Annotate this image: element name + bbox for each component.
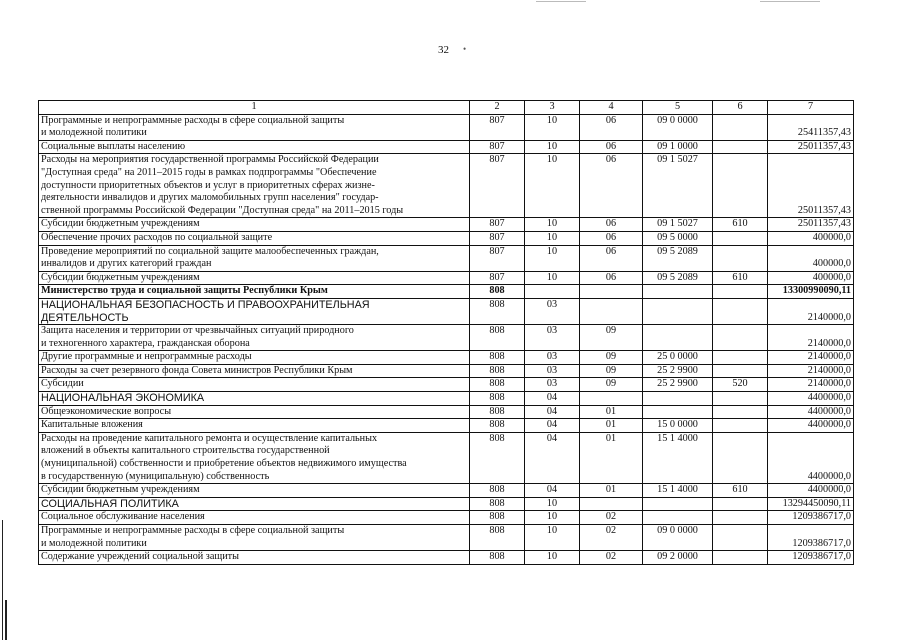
grbs-code: 808 xyxy=(470,419,525,433)
row-name: Программные и непрограммные расходы в сфере социальной защиты и молодежной политики xyxy=(39,525,470,551)
column-header: 7 xyxy=(768,101,854,115)
subsection-code: 09 xyxy=(580,378,643,392)
grbs-code: 808 xyxy=(470,497,525,511)
table-row xyxy=(39,351,854,365)
grbs-code: 808 xyxy=(470,551,525,565)
section-code: 10 xyxy=(525,245,580,271)
expense-type-code xyxy=(713,325,768,351)
grbs-code: 808 xyxy=(470,392,525,406)
row-name: Субсидии xyxy=(39,378,470,392)
subsection-code: 09 xyxy=(580,364,643,378)
table-row xyxy=(39,140,854,154)
amount: 25011357,43 xyxy=(768,140,854,154)
table-row xyxy=(39,114,854,140)
grbs-code: 807 xyxy=(470,245,525,271)
grbs-code: 808 xyxy=(470,378,525,392)
column-header: 3 xyxy=(525,101,580,115)
section-code: 10 xyxy=(525,525,580,551)
target-article-code xyxy=(643,392,713,406)
section-code: 10 xyxy=(525,114,580,140)
expense-type-code xyxy=(713,114,768,140)
column-header: 5 xyxy=(643,101,713,115)
row-name: Расходы на проведение капитального ремонта и осуществление капитальных вложений в объекты капитального строительства государственной (муниципальной) собственности и приобретение объектов недвижимого имущества в государственную (муниципальную) собственность xyxy=(39,432,470,483)
grbs-code: 808 xyxy=(470,298,525,324)
row-name: Капитальные вложения xyxy=(39,419,470,433)
target-article-code: 09 2 0000 xyxy=(643,551,713,565)
grbs-code: 808 xyxy=(470,364,525,378)
section-code xyxy=(525,285,580,299)
expense-type-code xyxy=(713,231,768,245)
expense-type-code xyxy=(713,298,768,324)
table-row xyxy=(39,218,854,232)
subsection-code: 01 xyxy=(580,405,643,419)
expense-type-code: 610 xyxy=(713,271,768,285)
subsection-code xyxy=(580,285,643,299)
amount: 2140000,0 xyxy=(768,351,854,365)
table-row xyxy=(39,497,854,511)
grbs-code: 807 xyxy=(470,114,525,140)
target-article-code: 09 1 5027 xyxy=(643,218,713,232)
expense-type-code xyxy=(713,364,768,378)
column-header: 4 xyxy=(580,101,643,115)
target-article-code xyxy=(643,497,713,511)
subsection-code: 06 xyxy=(580,271,643,285)
amount: 2140000,0 xyxy=(768,364,854,378)
target-article-code: 25 2 9900 xyxy=(643,378,713,392)
table-row xyxy=(39,231,854,245)
expense-type-code xyxy=(713,432,768,483)
column-header: 1 xyxy=(39,101,470,115)
expense-type-code xyxy=(713,551,768,565)
row-name: Защита населения и территории от чрезвычайных ситуаций природного и техногенного характера, гражданская оборона xyxy=(39,325,470,351)
amount: 2140000,0 xyxy=(768,325,854,351)
subsection-code: 01 xyxy=(580,419,643,433)
row-name: Программные и непрограммные расходы в сфере социальной защиты и молодежной политики xyxy=(39,114,470,140)
target-article-code: 09 5 2089 xyxy=(643,245,713,271)
table-header-row xyxy=(39,101,854,115)
grbs-code: 807 xyxy=(470,154,525,218)
table-row xyxy=(39,511,854,525)
section-code: 03 xyxy=(525,351,580,365)
target-article-code: 09 1 0000 xyxy=(643,140,713,154)
subsection-code: 02 xyxy=(580,551,643,565)
expense-type-code xyxy=(713,497,768,511)
expense-type-code xyxy=(713,419,768,433)
section-code: 10 xyxy=(525,511,580,525)
table-row xyxy=(39,551,854,565)
subsection-code: 01 xyxy=(580,484,643,498)
row-name: Субсидии бюджетным учреждениям xyxy=(39,271,470,285)
table-row xyxy=(39,419,854,433)
target-article-code xyxy=(643,405,713,419)
target-article-code: 09 0 0000 xyxy=(643,525,713,551)
amount: 400000,0 xyxy=(768,245,854,271)
section-code: 10 xyxy=(525,154,580,218)
top-scan-line xyxy=(760,1,820,2)
row-name: Субсидии бюджетным учреждениям xyxy=(39,218,470,232)
section-code: 03 xyxy=(525,364,580,378)
amount: 4400000,0 xyxy=(768,432,854,483)
table-row xyxy=(39,245,854,271)
amount: 2140000,0 xyxy=(768,298,854,324)
amount: 13300990090,11 xyxy=(768,285,854,299)
table-row xyxy=(39,484,854,498)
table-row xyxy=(39,154,854,218)
row-name: Обеспечение прочих расходов по социальной защите xyxy=(39,231,470,245)
grbs-code: 808 xyxy=(470,484,525,498)
amount: 1209386717,0 xyxy=(768,551,854,565)
top-scan-line xyxy=(536,1,586,2)
subsection-code xyxy=(580,392,643,406)
section-code: 03 xyxy=(525,378,580,392)
table-row xyxy=(39,271,854,285)
expense-type-code xyxy=(713,392,768,406)
expense-type-code xyxy=(713,405,768,419)
section-code: 04 xyxy=(525,392,580,406)
row-name: Министерство труда и социальной защиты Республики Крым xyxy=(39,285,470,299)
table-row xyxy=(39,432,854,483)
amount: 4400000,0 xyxy=(768,405,854,419)
subsection-code: 06 xyxy=(580,140,643,154)
amount: 25411357,43 xyxy=(768,114,854,140)
section-code: 04 xyxy=(525,419,580,433)
grbs-code: 808 xyxy=(470,432,525,483)
amount: 13294450090,11 xyxy=(768,497,854,511)
amount: 1209386717,0 xyxy=(768,511,854,525)
column-header: 2 xyxy=(470,101,525,115)
grbs-code: 808 xyxy=(470,285,525,299)
amount: 1209386717,0 xyxy=(768,525,854,551)
grbs-code: 808 xyxy=(470,351,525,365)
table-row xyxy=(39,285,854,299)
section-code: 10 xyxy=(525,231,580,245)
expense-type-code: 610 xyxy=(713,218,768,232)
row-name: Социальные выплаты населению xyxy=(39,140,470,154)
section-code: 10 xyxy=(525,218,580,232)
amount: 25011357,43 xyxy=(768,218,854,232)
row-name: Проведение мероприятий по социальной защите малообеспеченных граждан, инвалидов и других категорий граждан xyxy=(39,245,470,271)
expense-type-code xyxy=(713,154,768,218)
amount: 4400000,0 xyxy=(768,484,854,498)
row-name: СОЦИАЛЬНАЯ ПОЛИТИКА xyxy=(39,497,470,511)
target-article-code xyxy=(643,285,713,299)
expense-type-code xyxy=(713,245,768,271)
row-name: НАЦИОНАЛЬНАЯ ЭКОНОМИКА xyxy=(39,392,470,406)
expense-type-code xyxy=(713,351,768,365)
section-code: 10 xyxy=(525,551,580,565)
target-article-code: 09 5 2089 xyxy=(643,271,713,285)
table-row xyxy=(39,325,854,351)
section-code: 10 xyxy=(525,271,580,285)
target-article-code: 25 2 9900 xyxy=(643,364,713,378)
expense-type-code: 520 xyxy=(713,378,768,392)
row-name: Социальное обслуживание населения xyxy=(39,511,470,525)
table-row xyxy=(39,378,854,392)
subsection-code: 01 xyxy=(580,432,643,483)
subsection-code: 06 xyxy=(580,218,643,232)
grbs-code: 807 xyxy=(470,218,525,232)
row-name: Расходы на мероприятия государственной программы Российской Федерации "Доступная среда" на 2011–2015 годы в рамках подпрограммы "Обеспечение доступности приоритетных объектов и услуг в приоритетных сферах жизне- деятельности инвалидов и других маломобильных групп населения" государ- ственной программы Российской Федерации "Доступная среда" на 2011–2015 годы xyxy=(39,154,470,218)
target-article-code xyxy=(643,298,713,324)
grbs-code: 808 xyxy=(470,511,525,525)
subsection-code: 09 xyxy=(580,325,643,351)
target-article-code: 25 0 0000 xyxy=(643,351,713,365)
budget-table xyxy=(38,100,854,565)
target-article-code: 15 0 0000 xyxy=(643,419,713,433)
row-name: Другие программные и непрограммные расходы xyxy=(39,351,470,365)
expense-type-code: 610 xyxy=(713,484,768,498)
scan-edge-mark xyxy=(5,600,7,640)
table-row xyxy=(39,405,854,419)
section-code: 03 xyxy=(525,298,580,324)
row-name: Содержание учреждений социальной защиты xyxy=(39,551,470,565)
amount: 4400000,0 xyxy=(768,419,854,433)
grbs-code: 808 xyxy=(470,325,525,351)
table-row xyxy=(39,298,854,324)
table-row xyxy=(39,392,854,406)
target-article-code: 09 1 5027 xyxy=(643,154,713,218)
section-code: 04 xyxy=(525,432,580,483)
grbs-code: 808 xyxy=(470,405,525,419)
expense-type-code xyxy=(713,285,768,299)
row-name: Расходы за счет резервного фонда Совета министров Республики Крым xyxy=(39,364,470,378)
amount: 400000,0 xyxy=(768,231,854,245)
amount: 400000,0 xyxy=(768,271,854,285)
section-code: 10 xyxy=(525,497,580,511)
grbs-code: 807 xyxy=(470,140,525,154)
page-number: 32 xyxy=(438,44,449,56)
expense-type-code xyxy=(713,525,768,551)
subsection-code: 02 xyxy=(580,511,643,525)
table-row xyxy=(39,364,854,378)
page-mark: • xyxy=(463,44,467,54)
section-code: 04 xyxy=(525,484,580,498)
amount: 2140000,0 xyxy=(768,378,854,392)
subsection-code: 06 xyxy=(580,245,643,271)
grbs-code: 807 xyxy=(470,231,525,245)
subsection-code xyxy=(580,497,643,511)
section-code: 04 xyxy=(525,405,580,419)
row-name: Общеэкономические вопросы xyxy=(39,405,470,419)
subsection-code: 06 xyxy=(580,114,643,140)
subsection-code: 02 xyxy=(580,525,643,551)
target-article-code: 09 0 0000 xyxy=(643,114,713,140)
target-article-code xyxy=(643,325,713,351)
target-article-code: 15 1 4000 xyxy=(643,432,713,483)
subsection-code: 09 xyxy=(580,351,643,365)
section-code: 10 xyxy=(525,140,580,154)
subsection-code xyxy=(580,298,643,324)
grbs-code: 807 xyxy=(470,271,525,285)
grbs-code: 808 xyxy=(470,525,525,551)
row-name: Субсидии бюджетным учреждениям xyxy=(39,484,470,498)
subsection-code: 06 xyxy=(580,154,643,218)
row-name: НАЦИОНАЛЬНАЯ БЕЗОПАСНОСТЬ И ПРАВООХРАНИТЕЛЬНАЯ ДЕЯТЕЛЬНОСТЬ xyxy=(39,298,470,324)
column-header: 6 xyxy=(713,101,768,115)
expense-type-code xyxy=(713,511,768,525)
table-row xyxy=(39,525,854,551)
expense-type-code xyxy=(713,140,768,154)
target-article-code: 09 5 0000 xyxy=(643,231,713,245)
section-code: 03 xyxy=(525,325,580,351)
scan-edge-mark xyxy=(2,520,3,640)
amount: 25011357,43 xyxy=(768,154,854,218)
subsection-code: 06 xyxy=(580,231,643,245)
amount: 4400000,0 xyxy=(768,392,854,406)
target-article-code xyxy=(643,511,713,525)
target-article-code: 15 1 4000 xyxy=(643,484,713,498)
table-body xyxy=(39,114,854,564)
